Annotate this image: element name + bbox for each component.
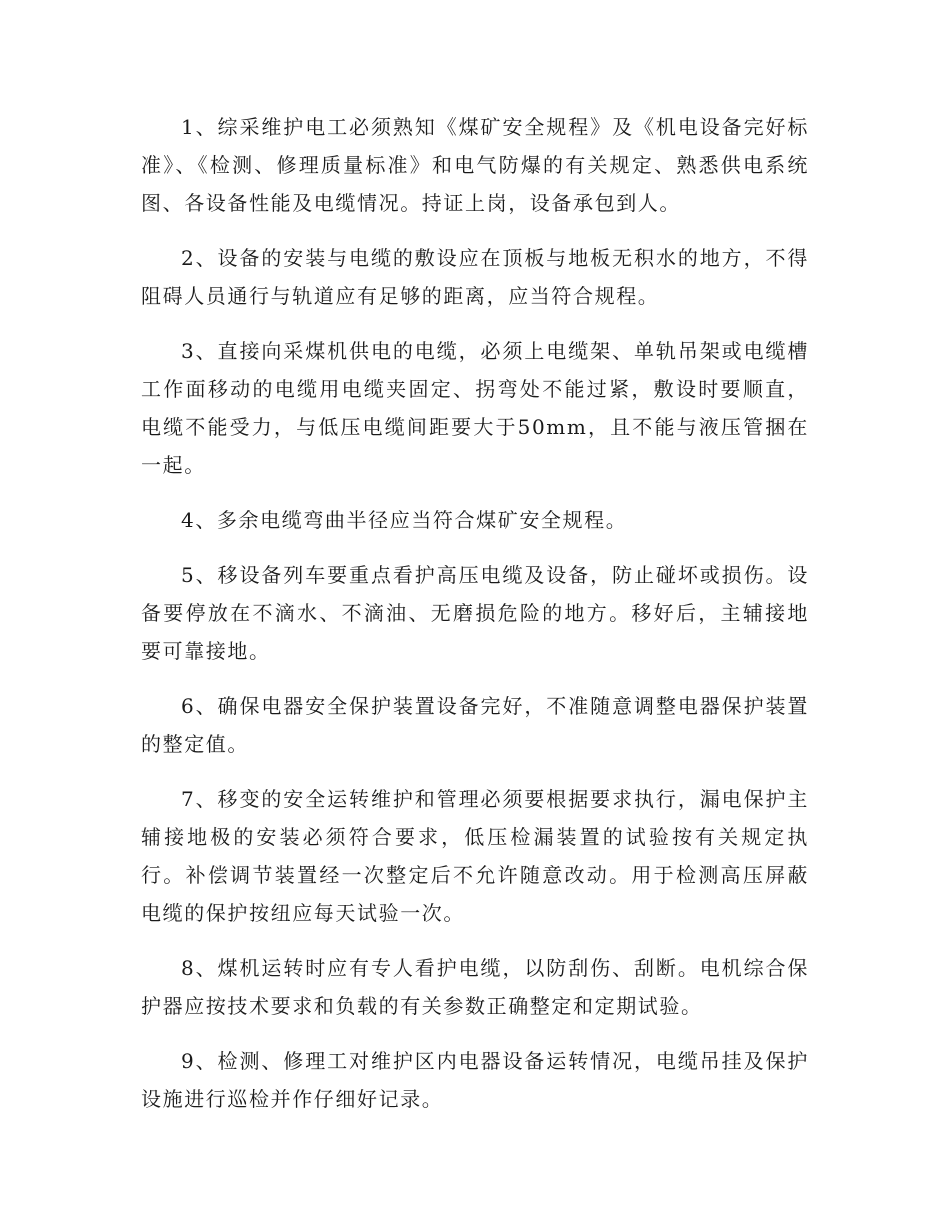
paragraph-5: 5、移设备列车要重点看护高压电缆及设备，防止碰坏或损伤。设备要停放在不滴水、不滴油、无磨损危险的地方。移好后，主辅接地要可靠接地。 (141, 563, 809, 663)
paragraph-8: 8、煤机运转时应有专人看护电缆，以防刮伤、刮断。电机综合保护器应按技术要求和负载的有关参数正确整定和定期试验。 (141, 956, 809, 1018)
paragraph-6: 6、确保电器安全保护装置设备完好，不准随意调整电器保护装置的整定值。 (141, 694, 809, 756)
paragraph-2: 2、设备的安装与电缆的敷设应在顶板与地板无积水的地方，不得阻碍人员通行与轨道应有足够的距离，应当符合规程。 (141, 246, 809, 308)
paragraph-1: 1、综采维护电工必须熟知《煤矿安全规程》及《机电设备完好标准》、《检测、修理质量标准》和电气防爆的有关规定、熟悉供电系统图、各设备性能及电缆情况。持证上岗，设备承包到人。 (141, 115, 809, 215)
paragraph-3: 3、直接向采煤机供电的电缆，必须上电缆架、单轨吊架或电缆槽工作面移动的电缆用电缆夹固定、拐弯处不能过紧，敷设时要顺直，电缆不能受力，与低压电缆间距要大于50mm，且不能与液压管捆在一起。 (141, 339, 809, 477)
paragraph-9: 9、检测、修理工对维护区内电器设备运转情况，电缆吊挂及保护设施进行巡检并作仔细好记录。 (141, 1049, 809, 1111)
paragraph-4: 4、多余电缆弯曲半径应当符合煤矿安全规程。 (181, 508, 628, 532)
document-body (141, 108, 809, 1135)
paragraph-7: 7、移变的安全运转维护和管理必须要根据要求执行，漏电保护主辅接地极的安装必须符合要求，低压检漏装置的试验按有关规定执行。补偿调节装置经一次整定后不允许随意改动。用于检测高压屏蔽电缆的保护按纽应每天试验一次。 (141, 787, 809, 925)
